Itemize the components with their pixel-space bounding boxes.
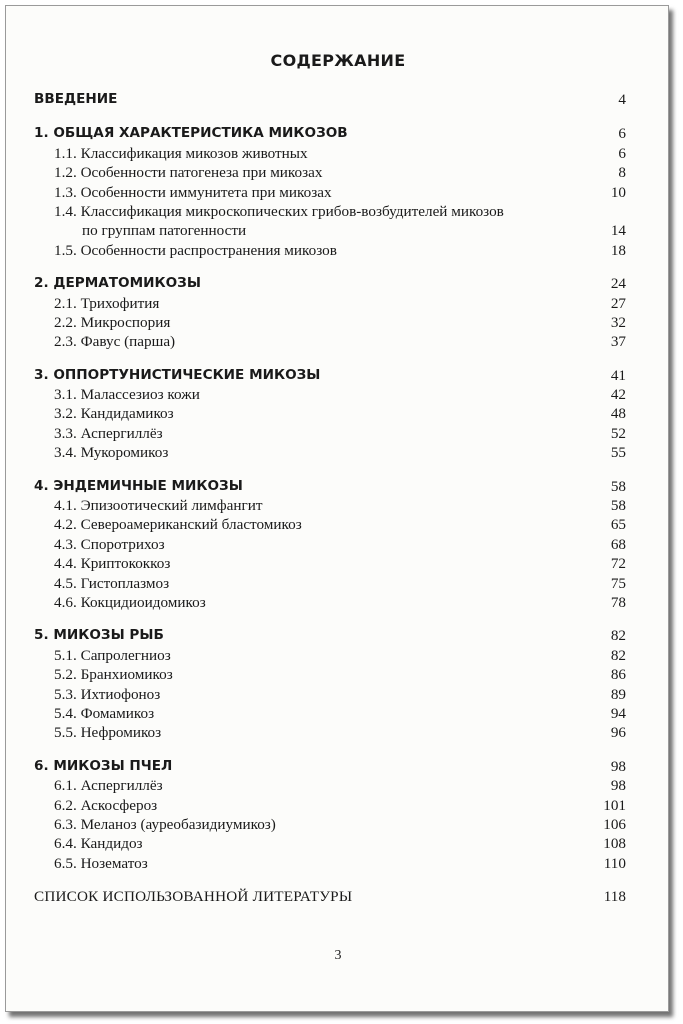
- toc-page-number: 18: [610, 241, 626, 259]
- toc-heading-label: 2. ДЕРМАТОМИКОЗЫ: [34, 275, 201, 292]
- toc-page-number: 37: [610, 333, 626, 351]
- toc-entry[interactable]: [34, 294, 626, 313]
- toc-page-number: 65: [610, 516, 626, 534]
- toc-entry-label: 5.3. Ихтиофоноз: [54, 685, 161, 703]
- toc-heading[interactable]: [34, 90, 626, 109]
- toc-section: [34, 124, 626, 260]
- toc-page-number: 8: [618, 164, 626, 182]
- toc-heading[interactable]: [34, 274, 626, 293]
- toc-entry-label: 6.3. Меланоз (ауреобазидиумикоз): [54, 815, 276, 833]
- toc-page-number: 6: [618, 144, 626, 162]
- toc-section: [34, 757, 626, 873]
- toc-page-number: 27: [610, 294, 626, 312]
- toc-page-number: 10: [610, 183, 626, 201]
- toc-entry[interactable]: [34, 424, 626, 443]
- toc-entry[interactable]: [34, 685, 626, 704]
- toc-entry[interactable]: [34, 723, 626, 742]
- toc-entry[interactable]: [34, 593, 626, 612]
- toc-entry[interactable]: [34, 496, 626, 515]
- toc-entry-label: 5.4. Фомамикоз: [54, 704, 155, 722]
- toc-section: [34, 274, 626, 352]
- toc-page-number: 82: [610, 627, 626, 645]
- toc-page-number: 24: [610, 275, 626, 293]
- toc-entry[interactable]: [34, 665, 626, 684]
- toc-entry[interactable]: [34, 144, 626, 163]
- toc-page-number: 78: [610, 593, 626, 611]
- table-of-contents: [34, 90, 626, 920]
- toc-page-number: 32: [610, 313, 626, 331]
- page-number-footer: 3: [334, 948, 342, 963]
- toc-page-number: 82: [610, 646, 626, 664]
- toc-page-number: 52: [610, 424, 626, 442]
- toc-entry[interactable]: [34, 646, 626, 665]
- toc-heading-label: ВВЕДЕНИЕ: [34, 91, 118, 107]
- toc-references-entry[interactable]: [34, 887, 626, 906]
- toc-page-number: 14: [610, 222, 626, 240]
- toc-entry-label: по группам патогенности: [82, 222, 247, 240]
- toc-entry[interactable]: [34, 313, 626, 332]
- toc-entry[interactable]: [34, 241, 626, 260]
- toc-entry[interactable]: [34, 535, 626, 554]
- toc-heading[interactable]: [34, 757, 626, 776]
- toc-page-number: 55: [610, 444, 626, 462]
- toc-entry-label: 5.1. Сапролегниоз: [54, 646, 171, 664]
- toc-entry[interactable]: [34, 704, 626, 723]
- toc-entry-label: 3.2. Кандидамикоз: [54, 405, 174, 423]
- toc-entry[interactable]: [34, 854, 626, 873]
- toc-page-number: 108: [603, 835, 626, 853]
- toc-page-number: 98: [610, 777, 626, 795]
- toc-entry-label: 2.1. Трихофития: [54, 294, 160, 312]
- toc-entry-label: 4.1. Эпизоотический лимфангит: [54, 497, 263, 515]
- toc-section-intro: [34, 90, 626, 109]
- toc-entry-label: 1.4. Классификация микроскопических грибов-возбудителей микозов: [54, 202, 504, 220]
- toc-entry-label: 6.5. Нозематоз: [54, 854, 148, 872]
- toc-heading-label: 3. ОППОРТУНИСТИЧЕСКИЕ МИКОЗЫ: [34, 366, 321, 383]
- toc-entry-label: 4.4. Криптококкоз: [54, 555, 171, 573]
- toc-section: [34, 477, 626, 613]
- toc-page-number: 106: [603, 815, 626, 833]
- toc-entry[interactable]: [34, 554, 626, 573]
- toc-page-number: 75: [610, 574, 626, 592]
- toc-heading[interactable]: [34, 366, 626, 385]
- toc-entry-label: 3.1. Малассезиоз кожи: [54, 386, 200, 404]
- toc-entry[interactable]: [34, 834, 626, 853]
- toc-entry[interactable]: [34, 332, 626, 351]
- toc-page-number: 89: [610, 685, 626, 703]
- toc-entry-label: 1.3. Особенности иммунитета при микозах: [54, 183, 332, 201]
- toc-entry[interactable]: [34, 776, 626, 795]
- toc-entry[interactable]: [34, 404, 626, 423]
- toc-entry-label: 5.2. Бранхиомикоз: [54, 666, 173, 684]
- toc-entry-label: 4.5. Гистоплазмоз: [54, 574, 170, 592]
- toc-entry-label: 3.3. Аспергиллёз: [54, 424, 163, 442]
- toc-heading-label: 4. ЭНДЕМИЧНЫЕ МИКОЗЫ: [34, 477, 243, 494]
- page-title: СОДЕРЖАНИЕ: [270, 51, 406, 70]
- toc-page-number: 118: [603, 888, 626, 906]
- toc-entry[interactable]: [34, 385, 626, 404]
- toc-page-number: 6: [618, 125, 626, 143]
- toc-page-number: 58: [610, 477, 626, 495]
- toc-page-number: 101: [603, 796, 626, 814]
- toc-entry-label: 5.5. Нефромикоз: [54, 724, 162, 742]
- toc-sections: [34, 124, 626, 873]
- toc-heading[interactable]: [34, 477, 626, 496]
- toc-entry[interactable]: [34, 202, 626, 221]
- toc-entry-label: 3.4. Мукоромикоз: [54, 444, 169, 462]
- toc-heading[interactable]: [34, 124, 626, 143]
- toc-entry[interactable]: [34, 515, 626, 534]
- toc-page-number: 96: [610, 724, 626, 742]
- toc-heading[interactable]: [34, 626, 626, 645]
- toc-entry-label: 2.3. Фавус (парша): [54, 333, 176, 351]
- toc-section: [34, 626, 626, 742]
- toc-entry-label: 4.3. Споротрихоз: [54, 535, 165, 553]
- toc-entry[interactable]: [34, 574, 626, 593]
- toc-page-number: 110: [603, 854, 626, 872]
- toc-section-references: [34, 887, 626, 906]
- toc-page-number: 68: [610, 535, 626, 553]
- toc-heading-label: 6. МИКОЗЫ ПЧЕЛ: [34, 757, 173, 774]
- toc-entry[interactable]: [34, 815, 626, 834]
- toc-entry-label: 4.2. Североамериканский бластомикоз: [54, 516, 302, 534]
- toc-entry-label: 1.2. Особенности патогенеза при микозах: [54, 164, 323, 182]
- toc-page-number: 86: [610, 666, 626, 684]
- toc-entry[interactable]: [34, 183, 626, 202]
- toc-entry-label: 1.5. Особенности распространения микозов: [54, 241, 337, 259]
- toc-entry-label: 6.2. Аскосфероз: [54, 796, 158, 814]
- toc-entry[interactable]: [34, 163, 626, 182]
- toc-entry-label: 2.2. Микроспория: [54, 313, 171, 331]
- toc-references-label: СПИСОК ИСПОЛЬЗОВАННОЙ ЛИТЕРАТУРЫ: [34, 888, 353, 906]
- toc-entry-label: 1.1. Классификация микозов животных: [54, 144, 308, 162]
- toc-page-number: 48: [610, 405, 626, 423]
- toc-page-number: 41: [610, 366, 626, 384]
- toc-section: [34, 366, 626, 463]
- toc-entry-label: 4.6. Кокцидиоидомикоз: [54, 593, 206, 611]
- toc-page-number: 4: [618, 91, 626, 108]
- toc-page-number: 42: [610, 386, 626, 404]
- toc-entry[interactable]: [34, 796, 626, 815]
- toc-entry-label: 6.4. Кандидоз: [54, 835, 143, 853]
- toc-heading-label: 1. ОБЩАЯ ХАРАКТЕРИСТИКА МИКОЗОВ: [34, 125, 348, 142]
- toc-entry-label: 6.1. Аспергиллёз: [54, 777, 163, 795]
- toc-page-number: 72: [610, 555, 626, 573]
- toc-entry[interactable]: [34, 221, 626, 240]
- toc-page-number: 98: [610, 757, 626, 775]
- toc-entry[interactable]: [34, 443, 626, 462]
- toc-page-number: 58: [610, 497, 626, 515]
- toc-page-number: 94: [610, 704, 626, 722]
- toc-heading-label: 5. МИКОЗЫ РЫБ: [34, 627, 164, 644]
- book-page: [5, 5, 669, 1012]
